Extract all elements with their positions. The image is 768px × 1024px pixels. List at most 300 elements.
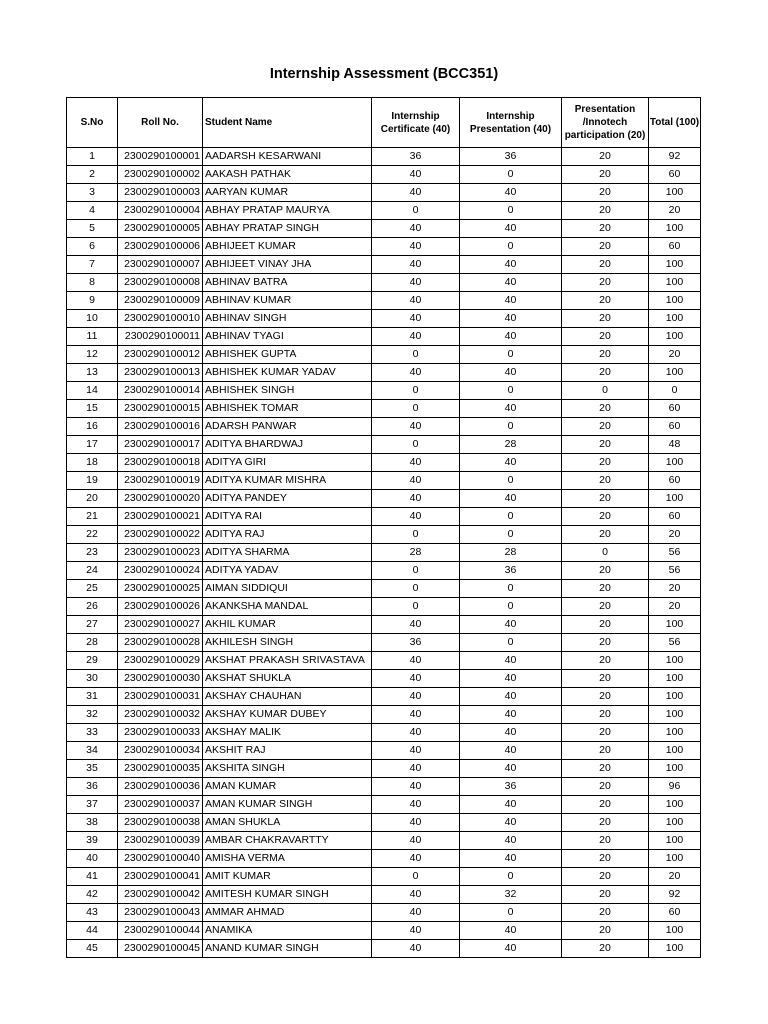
cell-internship-presentation: 40 [460, 652, 562, 670]
cell-roll-no: 2300290100011 [118, 328, 203, 346]
cell-student-name: ABHISHEK TOMAR [203, 400, 372, 418]
table-row [67, 580, 701, 598]
cell-student-name: AMITESH KUMAR SINGH [203, 886, 372, 904]
header-internship-certificate: Internship Certificate (40) [372, 98, 460, 148]
cell-presentation-innotech: 20 [562, 472, 649, 490]
cell-total: 56 [649, 544, 701, 562]
cell-total: 100 [649, 742, 701, 760]
cell-student-name: AKSHIT RAJ [203, 742, 372, 760]
cell-student-name: ADITYA RAI [203, 508, 372, 526]
cell-student-name: AMMAR AHMAD [203, 904, 372, 922]
cell-total: 100 [649, 274, 701, 292]
cell-internship-certificate: 36 [372, 148, 460, 166]
cell-sno: 18 [67, 454, 118, 472]
cell-presentation-innotech: 0 [562, 544, 649, 562]
cell-roll-no: 2300290100036 [118, 778, 203, 796]
cell-sno: 42 [67, 886, 118, 904]
cell-sno: 20 [67, 490, 118, 508]
cell-presentation-innotech: 20 [562, 868, 649, 886]
cell-internship-certificate: 40 [372, 310, 460, 328]
cell-presentation-innotech: 20 [562, 400, 649, 418]
header-internship-presentation: Internship Presentation (40) [460, 98, 562, 148]
table-row [67, 724, 701, 742]
cell-presentation-innotech: 20 [562, 148, 649, 166]
table-row [67, 922, 701, 940]
cell-roll-no: 2300290100031 [118, 688, 203, 706]
cell-internship-presentation: 0 [460, 904, 562, 922]
cell-roll-no: 2300290100041 [118, 868, 203, 886]
cell-presentation-innotech: 20 [562, 436, 649, 454]
cell-presentation-innotech: 20 [562, 220, 649, 238]
cell-internship-presentation: 0 [460, 346, 562, 364]
cell-presentation-innotech: 20 [562, 616, 649, 634]
cell-student-name: AAKASH PATHAK [203, 166, 372, 184]
cell-presentation-innotech: 20 [562, 724, 649, 742]
table-row [67, 454, 701, 472]
cell-internship-presentation: 40 [460, 616, 562, 634]
cell-internship-certificate: 0 [372, 346, 460, 364]
cell-sno: 38 [67, 814, 118, 832]
cell-internship-certificate: 40 [372, 922, 460, 940]
table-row [67, 850, 701, 868]
cell-presentation-innotech: 20 [562, 598, 649, 616]
cell-internship-presentation: 40 [460, 760, 562, 778]
cell-presentation-innotech: 20 [562, 454, 649, 472]
cell-internship-certificate: 0 [372, 382, 460, 400]
cell-sno: 44 [67, 922, 118, 940]
cell-sno: 10 [67, 310, 118, 328]
cell-internship-certificate: 40 [372, 940, 460, 958]
cell-internship-certificate: 40 [372, 796, 460, 814]
cell-presentation-innotech: 20 [562, 904, 649, 922]
cell-student-name: ADITYA YADAV [203, 562, 372, 580]
table-row [67, 346, 701, 364]
cell-sno: 17 [67, 436, 118, 454]
table-row [67, 238, 701, 256]
cell-internship-presentation: 40 [460, 814, 562, 832]
cell-internship-certificate: 0 [372, 400, 460, 418]
cell-roll-no: 2300290100033 [118, 724, 203, 742]
table-row [67, 940, 701, 958]
cell-internship-presentation: 0 [460, 202, 562, 220]
cell-internship-presentation: 40 [460, 400, 562, 418]
cell-roll-no: 2300290100006 [118, 238, 203, 256]
table-row [67, 886, 701, 904]
cell-sno: 37 [67, 796, 118, 814]
header-row [67, 98, 701, 148]
cell-student-name: AKSHAY KUMAR DUBEY [203, 706, 372, 724]
table-row [67, 598, 701, 616]
cell-total: 100 [649, 364, 701, 382]
cell-sno: 40 [67, 850, 118, 868]
table-row [67, 382, 701, 400]
cell-total: 60 [649, 400, 701, 418]
table-row [67, 472, 701, 490]
table-row [67, 616, 701, 634]
cell-total: 100 [649, 814, 701, 832]
cell-roll-no: 2300290100012 [118, 346, 203, 364]
cell-roll-no: 2300290100014 [118, 382, 203, 400]
cell-sno: 30 [67, 670, 118, 688]
cell-internship-certificate: 40 [372, 742, 460, 760]
cell-roll-no: 2300290100040 [118, 850, 203, 868]
cell-total: 60 [649, 166, 701, 184]
table-row [67, 688, 701, 706]
cell-total: 100 [649, 616, 701, 634]
cell-sno: 39 [67, 832, 118, 850]
cell-sno: 3 [67, 184, 118, 202]
cell-presentation-innotech: 20 [562, 796, 649, 814]
document-title: Internship Assessment (BCC351) [269, 66, 499, 82]
cell-internship-certificate: 40 [372, 256, 460, 274]
cell-student-name: ADITYA GIRI [203, 454, 372, 472]
cell-presentation-innotech: 20 [562, 508, 649, 526]
cell-total: 48 [649, 436, 701, 454]
cell-internship-presentation: 40 [460, 328, 562, 346]
cell-roll-no: 2300290100024 [118, 562, 203, 580]
cell-total: 20 [649, 346, 701, 364]
cell-internship-presentation: 0 [460, 868, 562, 886]
cell-internship-presentation: 28 [460, 436, 562, 454]
table-row [67, 202, 701, 220]
cell-presentation-innotech: 20 [562, 310, 649, 328]
header-total: Total (100) [649, 98, 701, 148]
cell-roll-no: 2300290100044 [118, 922, 203, 940]
cell-sno: 19 [67, 472, 118, 490]
cell-internship-certificate: 40 [372, 328, 460, 346]
cell-total: 100 [649, 760, 701, 778]
cell-internship-certificate: 36 [372, 634, 460, 652]
cell-internship-presentation: 0 [460, 238, 562, 256]
cell-roll-no: 2300290100018 [118, 454, 203, 472]
cell-internship-presentation: 0 [460, 166, 562, 184]
cell-sno: 45 [67, 940, 118, 958]
cell-internship-presentation: 40 [460, 742, 562, 760]
table-row [67, 742, 701, 760]
table-row [67, 292, 701, 310]
cell-internship-certificate: 40 [372, 220, 460, 238]
cell-roll-no: 2300290100002 [118, 166, 203, 184]
cell-internship-certificate: 0 [372, 562, 460, 580]
cell-total: 100 [649, 490, 701, 508]
cell-internship-presentation: 40 [460, 274, 562, 292]
cell-sno: 41 [67, 868, 118, 886]
cell-student-name: AKSHAT PRAKASH SRIVASTAVA [203, 652, 372, 670]
cell-presentation-innotech: 20 [562, 202, 649, 220]
cell-student-name: ANAMIKA [203, 922, 372, 940]
cell-internship-presentation: 0 [460, 508, 562, 526]
table-row [67, 436, 701, 454]
cell-student-name: AMAN KUMAR [203, 778, 372, 796]
cell-sno: 23 [67, 544, 118, 562]
cell-total: 60 [649, 904, 701, 922]
cell-internship-presentation: 40 [460, 832, 562, 850]
cell-internship-presentation: 40 [460, 292, 562, 310]
cell-sno: 8 [67, 274, 118, 292]
table-row [67, 220, 701, 238]
cell-presentation-innotech: 20 [562, 256, 649, 274]
cell-sno: 21 [67, 508, 118, 526]
cell-student-name: AMAN KUMAR SINGH [203, 796, 372, 814]
cell-internship-certificate: 40 [372, 760, 460, 778]
cell-roll-no: 2300290100039 [118, 832, 203, 850]
cell-internship-certificate: 40 [372, 418, 460, 436]
cell-roll-no: 2300290100028 [118, 634, 203, 652]
cell-sno: 31 [67, 688, 118, 706]
cell-roll-no: 2300290100020 [118, 490, 203, 508]
cell-total: 100 [649, 652, 701, 670]
cell-roll-no: 2300290100038 [118, 814, 203, 832]
cell-roll-no: 2300290100007 [118, 256, 203, 274]
cell-student-name: AKHIL KUMAR [203, 616, 372, 634]
cell-student-name: ABHINAV TYAGI [203, 328, 372, 346]
table-row [67, 868, 701, 886]
cell-presentation-innotech: 20 [562, 742, 649, 760]
cell-total: 20 [649, 580, 701, 598]
cell-total: 60 [649, 508, 701, 526]
cell-student-name: ABHAY PRATAP SINGH [203, 220, 372, 238]
cell-sno: 13 [67, 364, 118, 382]
cell-presentation-innotech: 20 [562, 670, 649, 688]
cell-internship-certificate: 40 [372, 904, 460, 922]
cell-student-name: ADITYA PANDEY [203, 490, 372, 508]
table-row [67, 562, 701, 580]
table-row [67, 274, 701, 292]
cell-roll-no: 2300290100034 [118, 742, 203, 760]
cell-total: 100 [649, 940, 701, 958]
cell-internship-certificate: 0 [372, 436, 460, 454]
cell-internship-certificate: 0 [372, 526, 460, 544]
cell-presentation-innotech: 20 [562, 814, 649, 832]
cell-presentation-innotech: 20 [562, 346, 649, 364]
cell-internship-certificate: 40 [372, 832, 460, 850]
table-row [67, 814, 701, 832]
cell-internship-certificate: 40 [372, 364, 460, 382]
cell-presentation-innotech: 20 [562, 580, 649, 598]
cell-internship-certificate: 40 [372, 814, 460, 832]
cell-total: 56 [649, 562, 701, 580]
table-row [67, 166, 701, 184]
cell-sno: 25 [67, 580, 118, 598]
cell-roll-no: 2300290100032 [118, 706, 203, 724]
cell-total: 100 [649, 310, 701, 328]
cell-roll-no: 2300290100010 [118, 310, 203, 328]
cell-internship-certificate: 40 [372, 454, 460, 472]
cell-internship-certificate: 40 [372, 184, 460, 202]
cell-presentation-innotech: 20 [562, 832, 649, 850]
cell-roll-no: 2300290100008 [118, 274, 203, 292]
cell-roll-no: 2300290100015 [118, 400, 203, 418]
cell-sno: 4 [67, 202, 118, 220]
cell-internship-presentation: 40 [460, 922, 562, 940]
cell-total: 0 [649, 382, 701, 400]
cell-sno: 11 [67, 328, 118, 346]
cell-total: 100 [649, 922, 701, 940]
cell-roll-no: 2300290100043 [118, 904, 203, 922]
cell-total: 20 [649, 868, 701, 886]
cell-roll-no: 2300290100027 [118, 616, 203, 634]
cell-internship-presentation: 40 [460, 796, 562, 814]
cell-internship-presentation: 40 [460, 310, 562, 328]
cell-presentation-innotech: 20 [562, 850, 649, 868]
cell-student-name: ABHAY PRATAP MAURYA [203, 202, 372, 220]
cell-presentation-innotech: 20 [562, 292, 649, 310]
cell-internship-presentation: 40 [460, 454, 562, 472]
cell-roll-no: 2300290100042 [118, 886, 203, 904]
cell-internship-presentation: 28 [460, 544, 562, 562]
cell-sno: 9 [67, 292, 118, 310]
cell-presentation-innotech: 20 [562, 526, 649, 544]
cell-total: 100 [649, 796, 701, 814]
cell-student-name: AMBAR CHAKRAVARTTY [203, 832, 372, 850]
cell-internship-certificate: 0 [372, 580, 460, 598]
cell-student-name: AKSHAY MALIK [203, 724, 372, 742]
cell-total: 20 [649, 526, 701, 544]
cell-student-name: AKSHAT SHUKLA [203, 670, 372, 688]
cell-internship-certificate: 40 [372, 688, 460, 706]
table-row [67, 760, 701, 778]
cell-internship-certificate: 40 [372, 472, 460, 490]
cell-internship-certificate: 40 [372, 616, 460, 634]
cell-total: 96 [649, 778, 701, 796]
cell-roll-no: 2300290100037 [118, 796, 203, 814]
header-sno: S.No [67, 98, 118, 148]
table-row [67, 796, 701, 814]
cell-internship-certificate: 28 [372, 544, 460, 562]
cell-roll-no: 2300290100026 [118, 598, 203, 616]
cell-internship-certificate: 40 [372, 724, 460, 742]
cell-internship-certificate: 40 [372, 508, 460, 526]
cell-total: 100 [649, 184, 701, 202]
cell-internship-presentation: 36 [460, 778, 562, 796]
cell-roll-no: 2300290100004 [118, 202, 203, 220]
cell-internship-certificate: 40 [372, 778, 460, 796]
table-row [67, 670, 701, 688]
cell-presentation-innotech: 20 [562, 760, 649, 778]
cell-presentation-innotech: 20 [562, 706, 649, 724]
cell-presentation-innotech: 20 [562, 922, 649, 940]
cell-internship-certificate: 40 [372, 274, 460, 292]
table-row [67, 256, 701, 274]
cell-internship-presentation: 0 [460, 526, 562, 544]
cell-internship-certificate: 40 [372, 850, 460, 868]
cell-internship-presentation: 0 [460, 634, 562, 652]
cell-roll-no: 2300290100013 [118, 364, 203, 382]
cell-student-name: ADITYA BHARDWAJ [203, 436, 372, 454]
cell-sno: 7 [67, 256, 118, 274]
cell-presentation-innotech: 20 [562, 364, 649, 382]
cell-internship-certificate: 40 [372, 652, 460, 670]
cell-sno: 43 [67, 904, 118, 922]
cell-student-name: ADITYA KUMAR MISHRA [203, 472, 372, 490]
cell-total: 100 [649, 454, 701, 472]
cell-internship-presentation: 40 [460, 724, 562, 742]
cell-internship-presentation: 40 [460, 364, 562, 382]
table-row [67, 544, 701, 562]
cell-total: 92 [649, 148, 701, 166]
cell-internship-presentation: 40 [460, 256, 562, 274]
cell-student-name: ABHINAV BATRA [203, 274, 372, 292]
cell-total: 100 [649, 292, 701, 310]
table-row [67, 778, 701, 796]
cell-presentation-innotech: 20 [562, 562, 649, 580]
cell-student-name: AKSHITA SINGH [203, 760, 372, 778]
cell-internship-presentation: 40 [460, 940, 562, 958]
cell-student-name: AKHILESH SINGH [203, 634, 372, 652]
cell-roll-no: 2300290100005 [118, 220, 203, 238]
cell-sno: 1 [67, 148, 118, 166]
cell-presentation-innotech: 20 [562, 238, 649, 256]
cell-sno: 29 [67, 652, 118, 670]
cell-presentation-innotech: 20 [562, 166, 649, 184]
cell-total: 100 [649, 256, 701, 274]
cell-sno: 27 [67, 616, 118, 634]
table-row [67, 400, 701, 418]
cell-internship-presentation: 40 [460, 490, 562, 508]
cell-roll-no: 2300290100009 [118, 292, 203, 310]
cell-roll-no: 2300290100045 [118, 940, 203, 958]
cell-student-name: AKANKSHA MANDAL [203, 598, 372, 616]
header-roll-no: Roll No. [118, 98, 203, 148]
cell-sno: 15 [67, 400, 118, 418]
cell-student-name: AMIT KUMAR [203, 868, 372, 886]
cell-student-name: ABHIJEET KUMAR [203, 238, 372, 256]
cell-total: 60 [649, 472, 701, 490]
cell-student-name: AKSHAY CHAUHAN [203, 688, 372, 706]
cell-presentation-innotech: 20 [562, 778, 649, 796]
cell-internship-presentation: 40 [460, 706, 562, 724]
cell-sno: 35 [67, 760, 118, 778]
table-row [67, 508, 701, 526]
cell-presentation-innotech: 20 [562, 418, 649, 436]
cell-sno: 33 [67, 724, 118, 742]
table-row [67, 706, 701, 724]
cell-presentation-innotech: 20 [562, 634, 649, 652]
cell-internship-certificate: 0 [372, 598, 460, 616]
cell-internship-presentation: 40 [460, 220, 562, 238]
cell-roll-no: 2300290100029 [118, 652, 203, 670]
cell-sno: 34 [67, 742, 118, 760]
cell-sno: 6 [67, 238, 118, 256]
cell-roll-no: 2300290100023 [118, 544, 203, 562]
cell-roll-no: 2300290100017 [118, 436, 203, 454]
table-row [67, 184, 701, 202]
cell-total: 100 [649, 850, 701, 868]
header-presentation-innotech: Presentation /Innotech participation (20) [562, 98, 649, 148]
cell-student-name: ADITYA SHARMA [203, 544, 372, 562]
cell-roll-no: 2300290100003 [118, 184, 203, 202]
cell-presentation-innotech: 20 [562, 652, 649, 670]
cell-internship-certificate: 40 [372, 886, 460, 904]
cell-student-name: AARYAN KUMAR [203, 184, 372, 202]
cell-total: 100 [649, 328, 701, 346]
cell-sno: 22 [67, 526, 118, 544]
cell-roll-no: 2300290100035 [118, 760, 203, 778]
cell-student-name: ABHINAV KUMAR [203, 292, 372, 310]
cell-internship-certificate: 40 [372, 670, 460, 688]
cell-presentation-innotech: 20 [562, 184, 649, 202]
cell-student-name: ADARSH PANWAR [203, 418, 372, 436]
cell-roll-no: 2300290100030 [118, 670, 203, 688]
cell-student-name: AIMAN SIDDIQUI [203, 580, 372, 598]
cell-student-name: ABHIJEET VINAY JHA [203, 256, 372, 274]
cell-total: 100 [649, 724, 701, 742]
cell-internship-presentation: 0 [460, 382, 562, 400]
cell-internship-certificate: 40 [372, 166, 460, 184]
cell-student-name: ABHISHEK SINGH [203, 382, 372, 400]
cell-total: 20 [649, 202, 701, 220]
table-row [67, 904, 701, 922]
